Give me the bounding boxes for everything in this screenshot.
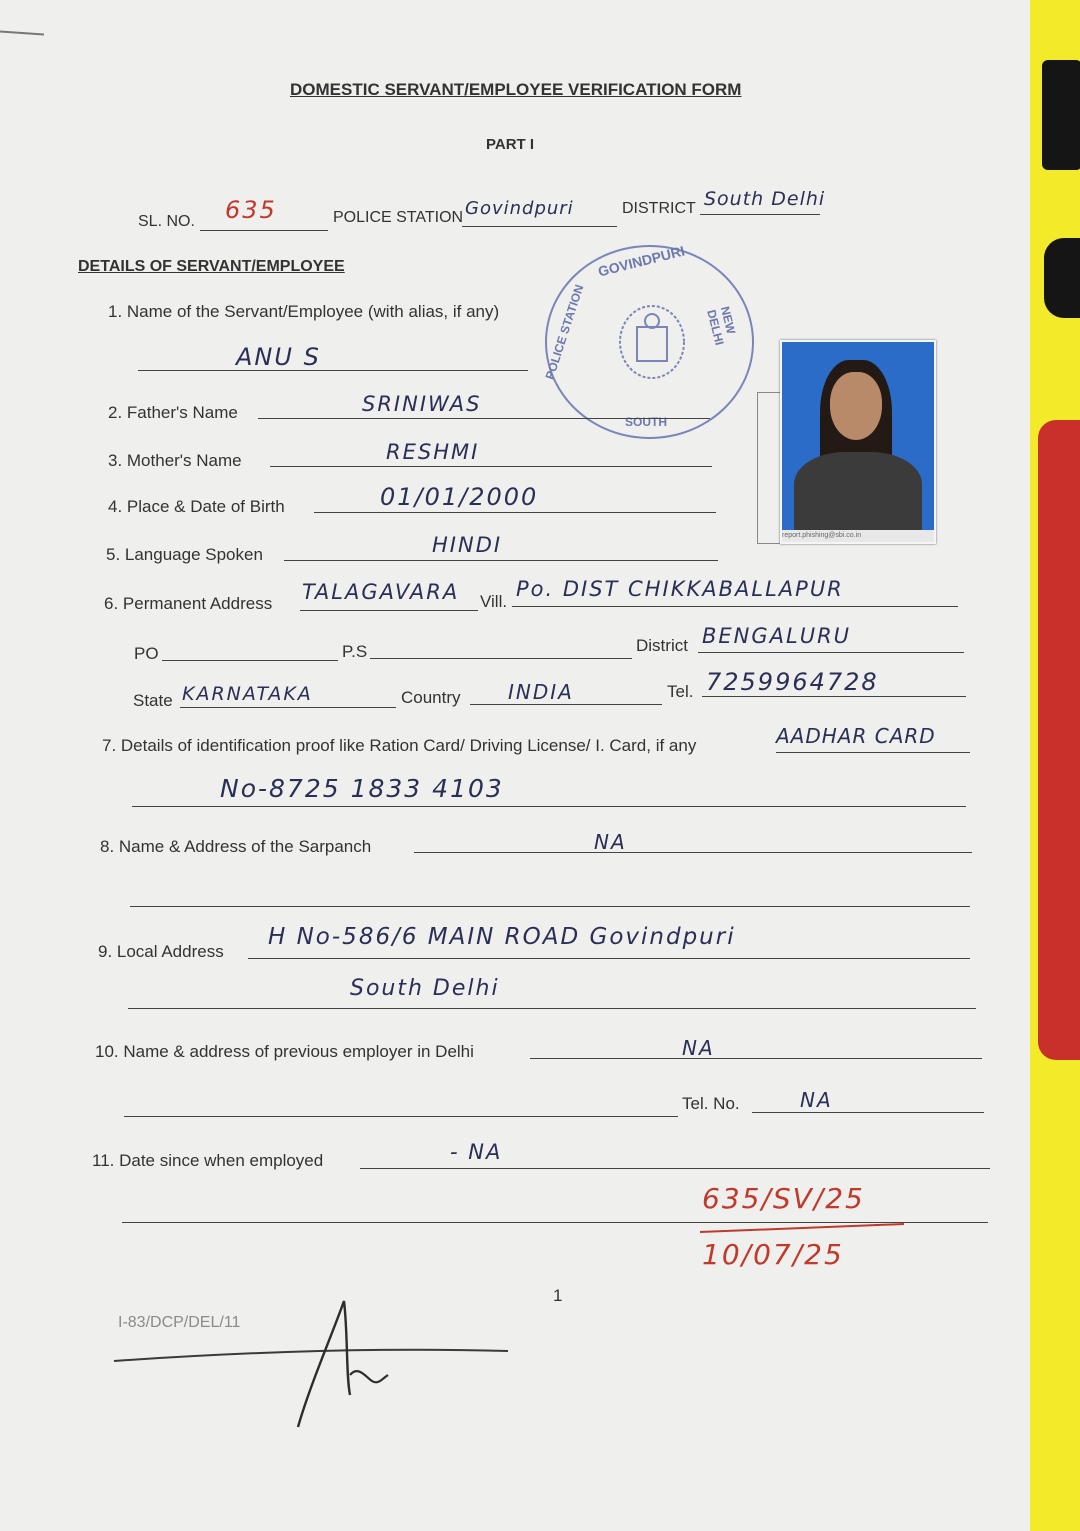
q6-line-a	[300, 610, 478, 611]
sl-no-label: SL. NO.	[138, 213, 195, 230]
q4-line	[314, 512, 716, 513]
sarpanch-value: NA	[594, 830, 627, 854]
name-value: ANU S	[236, 343, 321, 371]
q10-line-a	[530, 1058, 982, 1059]
state-value: KARNATAKA	[182, 683, 313, 705]
q4-label: 4. Place & Date of Birth	[108, 497, 285, 516]
police-station-stamp	[542, 242, 754, 439]
ps-line	[370, 658, 632, 659]
applicant-photo	[780, 340, 936, 544]
emblem-icon	[607, 297, 697, 387]
district2-label: District	[636, 636, 688, 655]
mother-value: RESHMI	[386, 440, 480, 464]
po-label: PO	[134, 644, 159, 663]
q3-label: 3. Mother's Name	[108, 451, 242, 470]
police-station-value: Govindpuri	[465, 198, 574, 219]
q1-label: 1. Name of the Servant/Employee (with alias, if any)	[108, 302, 500, 321]
q8-label: 8. Name & Address of the Sarpanch	[100, 837, 372, 856]
q9-line-a	[248, 958, 970, 959]
prev-employer-value: NA	[682, 1036, 715, 1060]
q6-line-b	[512, 606, 958, 607]
photo-frame	[757, 392, 782, 544]
police-station-label: POLICE STATION	[333, 209, 464, 226]
stamp-top-text: GOVINDPURI	[596, 242, 687, 280]
id-number-value: No-8725 1833 4103	[220, 774, 504, 803]
ps-label: P.S	[342, 642, 368, 661]
q7-line-a	[776, 752, 970, 753]
state-label: State	[133, 691, 173, 710]
photo-caption: report.phishing@sbi.co.in	[782, 530, 934, 542]
perm-address-a: TALAGAVARA	[302, 580, 460, 604]
part-label: PART I	[486, 136, 535, 153]
q7-label: 7. Details of identification proof like Ration Card/ Driving License/ I. Card, if any	[102, 736, 697, 755]
local-address-2: South Delhi	[350, 976, 500, 1001]
dob-value: 01/01/2000	[380, 483, 539, 511]
father-value: SRINIWAS	[362, 392, 482, 416]
district-value: South Delhi	[704, 188, 826, 210]
q7-line-b	[132, 806, 966, 807]
q9-label: 9. Local Address	[98, 942, 224, 961]
country-label: Country	[401, 688, 461, 707]
local-address-1: H No-586/6 MAIN ROAD Govindpuri	[268, 924, 736, 950]
po-line	[162, 660, 338, 661]
district-label: DISTRICT	[622, 200, 696, 217]
tel-line	[702, 696, 966, 697]
q6-label: 6. Permanent Address	[104, 594, 273, 613]
q2-line	[258, 418, 710, 419]
form-code: I-83/DCP/DEL/11	[118, 1314, 241, 1331]
district2-value: BENGALURU	[702, 624, 852, 648]
form-title: DOMESTIC SERVANT/EMPLOYEE VERIFICATION FORM	[290, 80, 742, 99]
tel-no-label: Tel. No.	[682, 1094, 740, 1113]
section-heading: DETAILS OF SERVANT/EMPLOYEE	[78, 258, 345, 275]
q2-label: 2. Father's Name	[108, 403, 238, 422]
signature	[110, 1295, 520, 1435]
ref-date-red: 10/07/25	[702, 1238, 844, 1271]
stamp-bottom-text: SOUTH	[625, 415, 667, 429]
tel-label: Tel.	[667, 682, 694, 701]
perm-address-b: Po. DIST CHIKKABALLAPUR	[516, 577, 844, 601]
q3-line	[270, 466, 712, 467]
yellow-folder	[1030, 0, 1080, 1531]
district-line	[700, 214, 820, 215]
q10-label: 10. Name & address of previous employer in Delhi	[95, 1042, 474, 1061]
tel-value: 7259964728	[706, 668, 879, 696]
police-station-line	[462, 226, 617, 227]
vill-label: Vill.	[480, 592, 508, 611]
q11-line-a	[360, 1168, 990, 1169]
red-divider-line	[700, 1222, 910, 1236]
sl-no-line	[200, 230, 328, 231]
q11-label: 11. Date since when employed	[92, 1151, 324, 1170]
country-value: INDIA	[508, 680, 574, 704]
district2-line	[698, 652, 964, 653]
q10-line-b	[124, 1116, 678, 1117]
q1-line	[138, 370, 528, 371]
date-employed-value: - NA	[450, 1140, 503, 1164]
stamp-left-text: POLICE STATION	[542, 282, 587, 382]
country-line	[470, 704, 662, 705]
q8-line-a	[414, 852, 972, 853]
sl-no-value: 635	[225, 196, 277, 224]
margin-mark	[0, 30, 44, 35]
prev-tel-value: NA	[800, 1088, 833, 1112]
stamp-right-text: NEW DELHI	[704, 304, 739, 347]
q5-label: 5. Language Spoken	[106, 545, 263, 564]
id-proof-value: AADHAR CARD	[776, 724, 936, 748]
q5-line	[284, 560, 718, 561]
page-number: 1	[553, 1286, 563, 1305]
q8-line-b	[130, 906, 970, 907]
q9-line-b	[128, 1008, 976, 1009]
ref-number-red: 635/SV/25	[702, 1182, 865, 1215]
language-value: HINDI	[432, 533, 503, 557]
state-line	[180, 707, 396, 708]
tel-no-line	[752, 1112, 984, 1113]
